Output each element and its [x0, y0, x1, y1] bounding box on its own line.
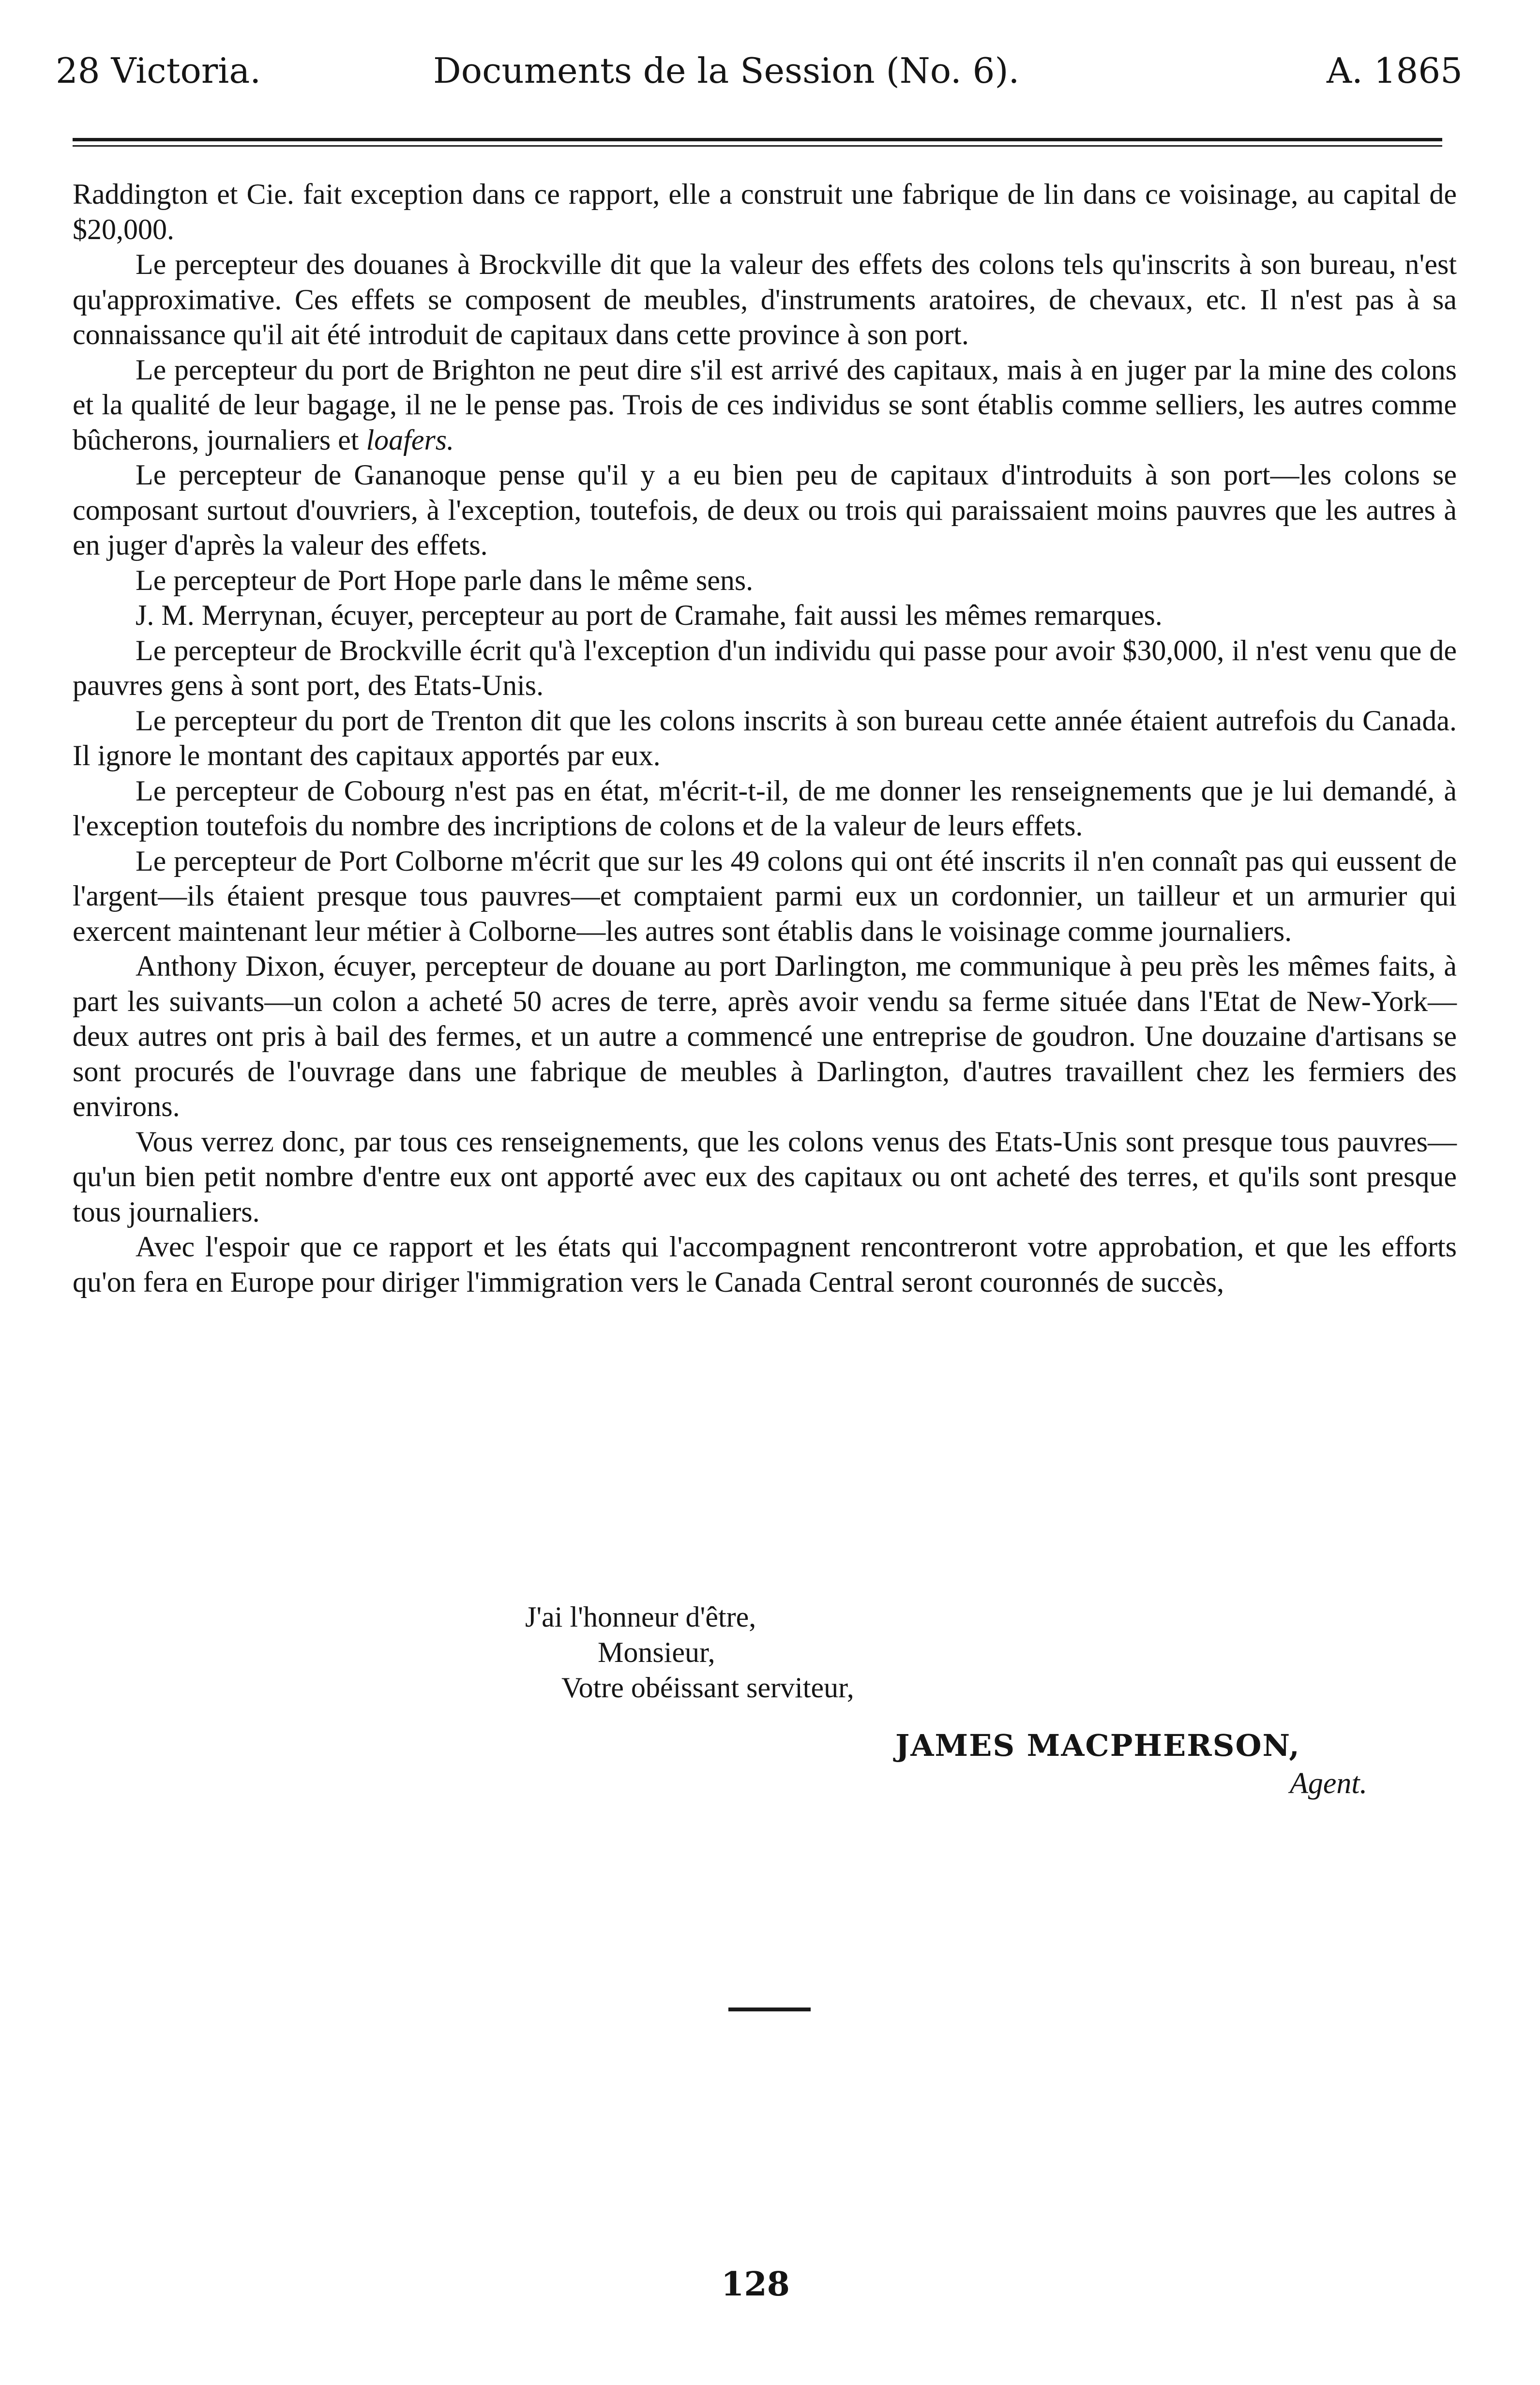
signature-name: JAMES MACPHERSON,	[895, 1728, 1300, 1763]
body-text	[73, 177, 1457, 1299]
paragraph-brockville-customs: Le percepteur des douanes à Brockville dit que la valeur des effets des colons tels qu'inscrits à son bureau, n'est qu'approximative. Ces effets se composent de meubles, d'instruments aratoires, de chevaux, etc. Il n'est pas à sa connaissance qu'il ait été introduit de capitaux dans cette province à son port.	[73, 248, 1457, 350]
header-regnal-year: 28 Victoria.	[56, 50, 261, 91]
end-rule	[728, 2008, 811, 2011]
page-header	[56, 50, 1463, 111]
paragraph-darlington: Anthony Dixon, écuyer, percepteur de douane au port Darlington, me communique à peu près les mêmes faits, à part les suivants—un colon a acheté 50 acres de terre, après avoir vendu sa ferme située dans l'Etat de New-York—deux autres ont pris à bail des fermes, et un autre a commencé une entreprise de goudron. Une douzaine d'artisans se sont procurés de l'ouvrage dans une fabrique de meubles à Darlington, d'autres travaillent chez les fermiers des environs.	[73, 950, 1457, 1122]
paragraph-closing-wish: Avec l'espoir que ce rapport et les états qui l'accompagnent rencontreront votre approbation, et que les efforts qu'on fera en Europe pour diriger l'immigration vers le Canada Central seront couronnés de succès,	[73, 1231, 1457, 1298]
paragraph-raddington: Raddington et Cie. fait exception dans ce rapport, elle a construit une fabrique de lin dans ce voisinage, au capital de $20,000.	[73, 178, 1457, 245]
paragraph-brighton-italic: loafers.	[366, 423, 454, 456]
paragraph-brockville-letter: Le percepteur de Brockville écrit qu'à l'exception d'un individu qui passe pour avoir $30,000, il n'est venu que de pauvres gens à sont port, des Etats-Unis.	[73, 634, 1457, 701]
paragraph-port-hope: Le percepteur de Port Hope parle dans le même sens.	[136, 564, 754, 596]
paragraph-gananoque: Le percepteur de Gananoque pense qu'il y a eu bien peu de capitaux d'introduits à son port—les colons se composant surtout d'ouvriers, à l'exception, toutefois, de deux ou trois qui paraissaient moins pauvres que les autres à en juger d'après la valeur des effets.	[73, 459, 1457, 561]
closing-line-servant: Votre obéissant serviteur,	[561, 1672, 854, 1704]
paragraph-summary: Vous verrez donc, par tous ces renseignements, que les colons venus des Etats-Unis sont presque tous pauvres—qu'un bien petit nombre d'entre eux ont apporté avec eux des capitaux ou ont acheté des terres, et qu'ils sont presque tous journaliers.	[73, 1125, 1457, 1228]
closing-line-monsieur: Monsieur,	[598, 1636, 715, 1668]
paragraph-cobourg: Le percepteur de Cobourg n'est pas en état, m'écrit-t-il, de me donner les renseignements que je lui demandé, à l'exception toutefois du nombre des incriptions de colons et de la valeur de leurs effets.	[73, 774, 1457, 842]
paragraph-port-colborne: Le percepteur de Port Colborne m'écrit que sur les 49 colons qui ont été inscrits il n'en connaît pas qui eussent de l'argent—ils étaient presque tous pauvres—et comptaient parmi eux un cordonnier, un tailleur et un armurier qui exercent maintenant leur métier à Colborne—les autres sont établis dans le voisinage comme journaliers.	[73, 845, 1457, 947]
closing-line-honour: J'ai l'honneur d'être,	[525, 1601, 756, 1633]
paragraph-cramahe: J. M. Merrynan, écuyer, percepteur au port de Cramahe, fait aussi les mêmes remarques.	[136, 599, 1163, 631]
signature-title: Agent.	[1290, 1767, 1368, 1800]
header-document-title: Documents de la Session (No. 6).	[433, 50, 1020, 91]
paragraph-brighton	[73, 352, 1457, 458]
header-double-rule	[73, 138, 1442, 147]
paragraph-trenton: Le percepteur du port de Trenton dit que les colons inscrits à son bureau cette année étaient autrefois du Canada. Il ignore le montant des capitaux apportés par eux.	[73, 704, 1457, 771]
page-number: 128	[721, 2265, 790, 2304]
header-session-year: A. 1865	[1326, 50, 1463, 91]
paragraph-brighton-text: Le percepteur du port de Brighton ne peut dire s'il est arrivé des capitaux, mais à en juger par la mine des colons et la qualité de leur bagage, il ne le pense pas. Trois de ces individus se sont établis comme selliers, les autres comme bûcherons, journaliers et	[73, 353, 1457, 456]
